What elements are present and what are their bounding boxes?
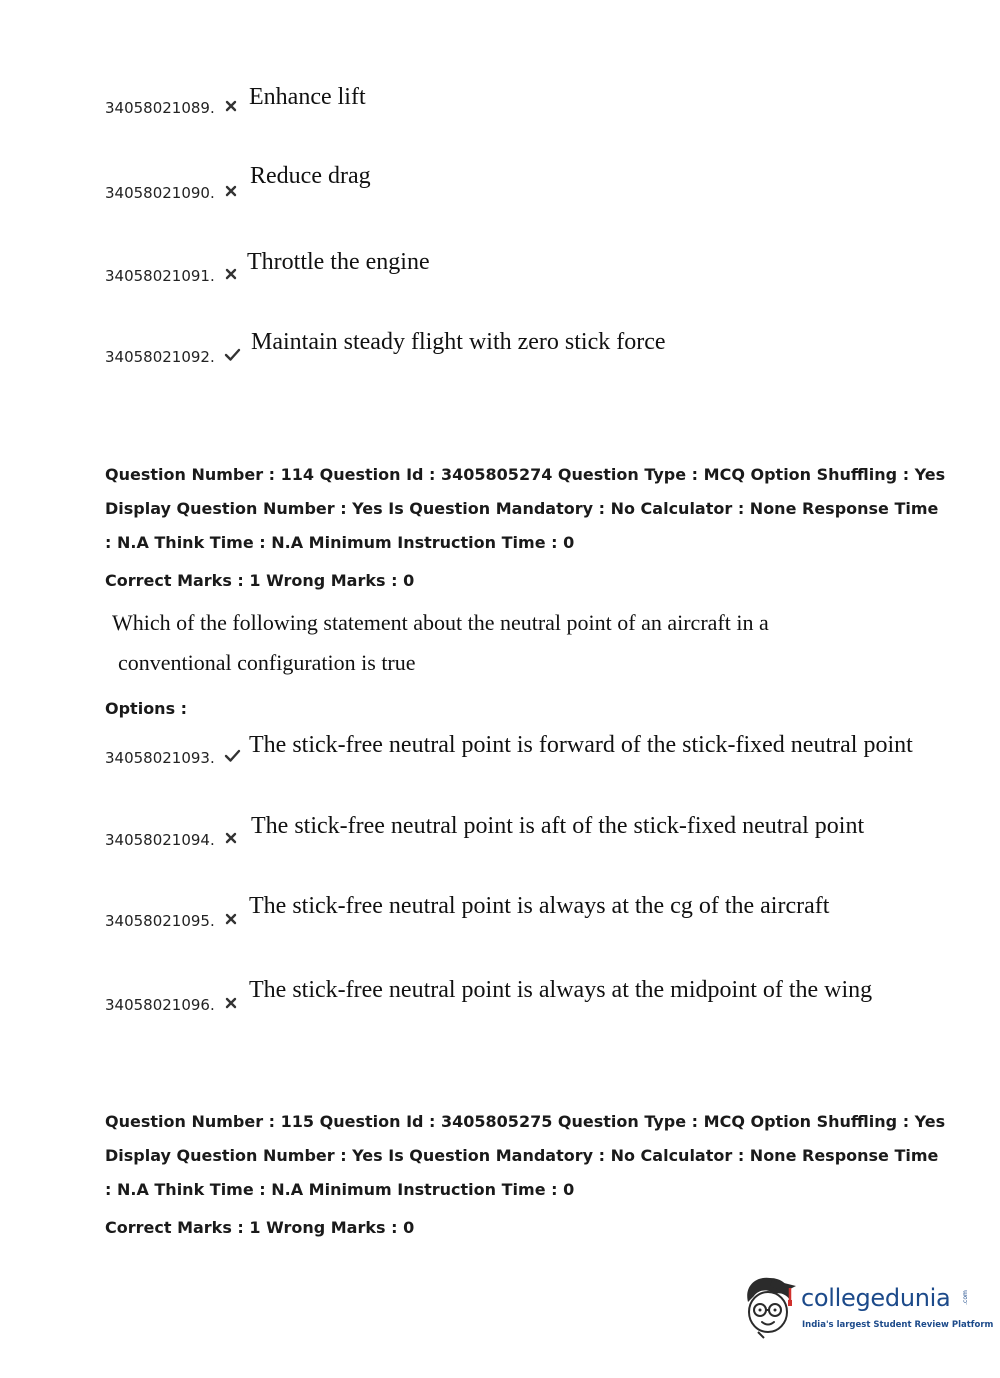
option-row: [0, 977, 1000, 1033]
graduate-mascot-icon: [740, 1272, 800, 1342]
cross-icon: [224, 267, 238, 281]
option-row: [0, 163, 1000, 222]
option-text: Enhance lift: [249, 84, 366, 110]
option-row: [0, 329, 1000, 386]
option-row: [0, 86, 1000, 136]
option-text: The stick-free neutral point is always at the midpoint of the wing: [249, 977, 873, 1003]
option-text: Reduce drag: [250, 163, 371, 189]
option-id: 34058021089.: [105, 99, 215, 117]
option-id: 34058021095.: [105, 912, 215, 930]
logo-suffix: .com: [961, 1290, 969, 1305]
option-row: [0, 732, 1000, 787]
option-text: Maintain steady flight with zero stick force: [251, 329, 666, 355]
option-id: 34058021094.: [105, 831, 215, 849]
question-text: Which of the following statement about the neutral point of an aircraft in a: [112, 610, 769, 635]
option-id: 34058021096.: [105, 996, 215, 1014]
question-text: conventional configuration is true: [118, 650, 416, 675]
question-meta-line: : N.A Think Time : N.A Minimum Instruction Time : 0: [105, 1180, 575, 1199]
question-meta-line: Display Question Number : Yes Is Question Mandatory : No Calculator : None Response Time: [105, 1146, 939, 1165]
option-text: The stick-free neutral point is forward of the stick-fixed neutral point: [249, 732, 913, 758]
option-text: The stick-free neutral point is aft of the stick-fixed neutral point: [251, 813, 865, 839]
cross-icon: [224, 184, 238, 198]
option-row: [0, 249, 1000, 305]
cross-icon: [224, 831, 238, 845]
option-id: 34058021091.: [105, 267, 215, 285]
option-text: Throttle the engine: [247, 249, 430, 275]
option-id: 34058021093.: [105, 749, 215, 767]
option-id: 34058021090.: [105, 184, 215, 202]
cross-icon: [224, 912, 238, 926]
options-label: Options :: [105, 699, 188, 718]
cross-icon: [224, 99, 238, 113]
collegedunia-logo: [740, 1272, 994, 1342]
option-text: The stick-free neutral point is always at the cg of the aircraft: [249, 893, 830, 919]
question-marks: Correct Marks : 1 Wrong Marks : 0: [105, 1218, 415, 1237]
option-row: [0, 813, 1000, 868]
option-row: [0, 893, 1000, 949]
question-marks: Correct Marks : 1 Wrong Marks : 0: [105, 571, 415, 590]
logo-wordmark: collegedunia: [801, 1284, 951, 1312]
option-id: 34058021092.: [105, 348, 215, 366]
question-meta-line: Display Question Number : Yes Is Question Mandatory : No Calculator : None Response Time: [105, 499, 939, 518]
question-meta-line: Question Number : 114 Question Id : 3405805274 Question Type : MCQ Option Shuffling : Yes: [105, 465, 946, 484]
question-meta-line: Question Number : 115 Question Id : 3405805275 Question Type : MCQ Option Shuffling : Yes: [105, 1112, 946, 1131]
question-meta-line: : N.A Think Time : N.A Minimum Instruction Time : 0: [105, 533, 575, 552]
check-icon: [224, 347, 241, 362]
check-icon: [224, 748, 241, 763]
logo-tagline: India's largest Student Review Platform: [802, 1320, 994, 1330]
cross-icon: [224, 996, 238, 1010]
